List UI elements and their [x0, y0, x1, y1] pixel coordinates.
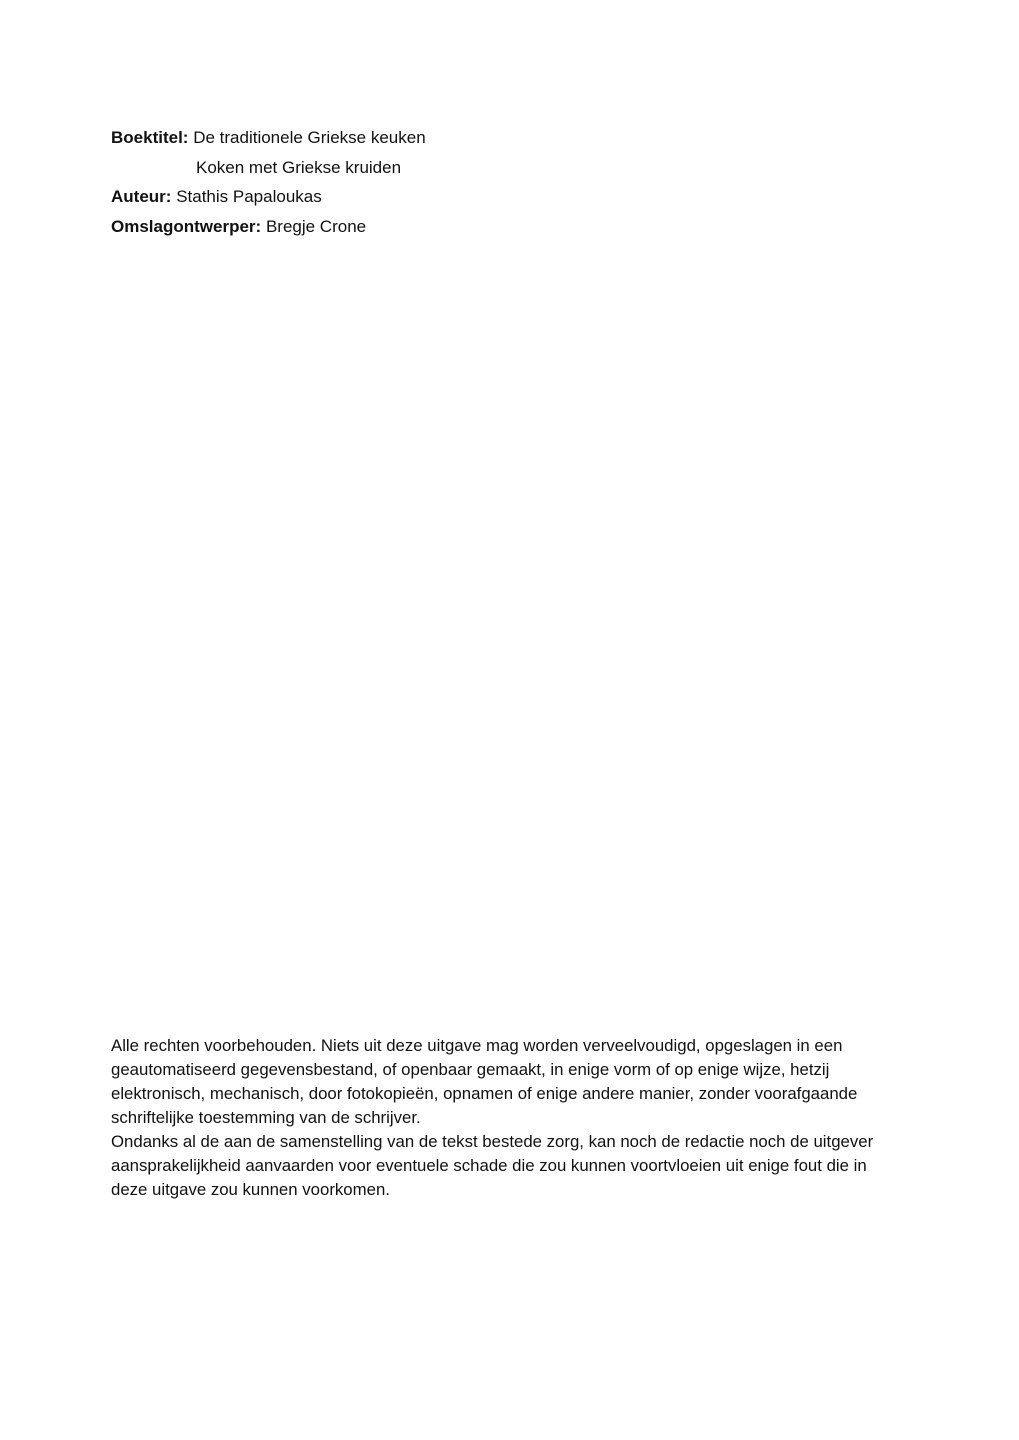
book-title-line [111, 123, 426, 153]
book-title: De traditionele Griekse keuken [193, 128, 426, 147]
author-line [111, 182, 426, 212]
book-title-label: Boektitel: [111, 128, 189, 147]
author-name: Stathis Papaloukas [176, 187, 322, 206]
book-subtitle: Koken met Griekse kruiden [196, 157, 402, 177]
cover-designer-label: Omslagontwerper: [111, 216, 262, 236]
copyright-paragraph: Alle rechten voorbehouden. Niets uit deze uitgave mag worden verveelvoudigd, opgeslagen in een geautomatiseerd gegevensbestand, of openbaar gemaakt, in enige vorm of op enige wijze, hetzij elektronisch, mechanisch, door fotokopieën, opnamen of enige andere manier, zonder voorafgaande schriftelijke toestemming van de schrijver. [111, 1036, 858, 1127]
book-metadata [111, 123, 426, 241]
book-subtitle-line [111, 153, 426, 183]
cover-designer-line [111, 212, 426, 242]
author-label: Auteur: [111, 187, 172, 206]
disclaimer-paragraph: Ondanks al de aan de samenstelling van de tekst bestede zorg, kan noch de redactie noch de uitgever aansprakelijkheid aanvaarden voor eventuele schade die zou kunnen voortvloeien uit enige fout die in deze uitgave zou kunnen voorkomen. [111, 1132, 874, 1199]
copyright-notice [111, 1034, 891, 1202]
cover-designer-name: Bregje Crone [265, 216, 367, 236]
